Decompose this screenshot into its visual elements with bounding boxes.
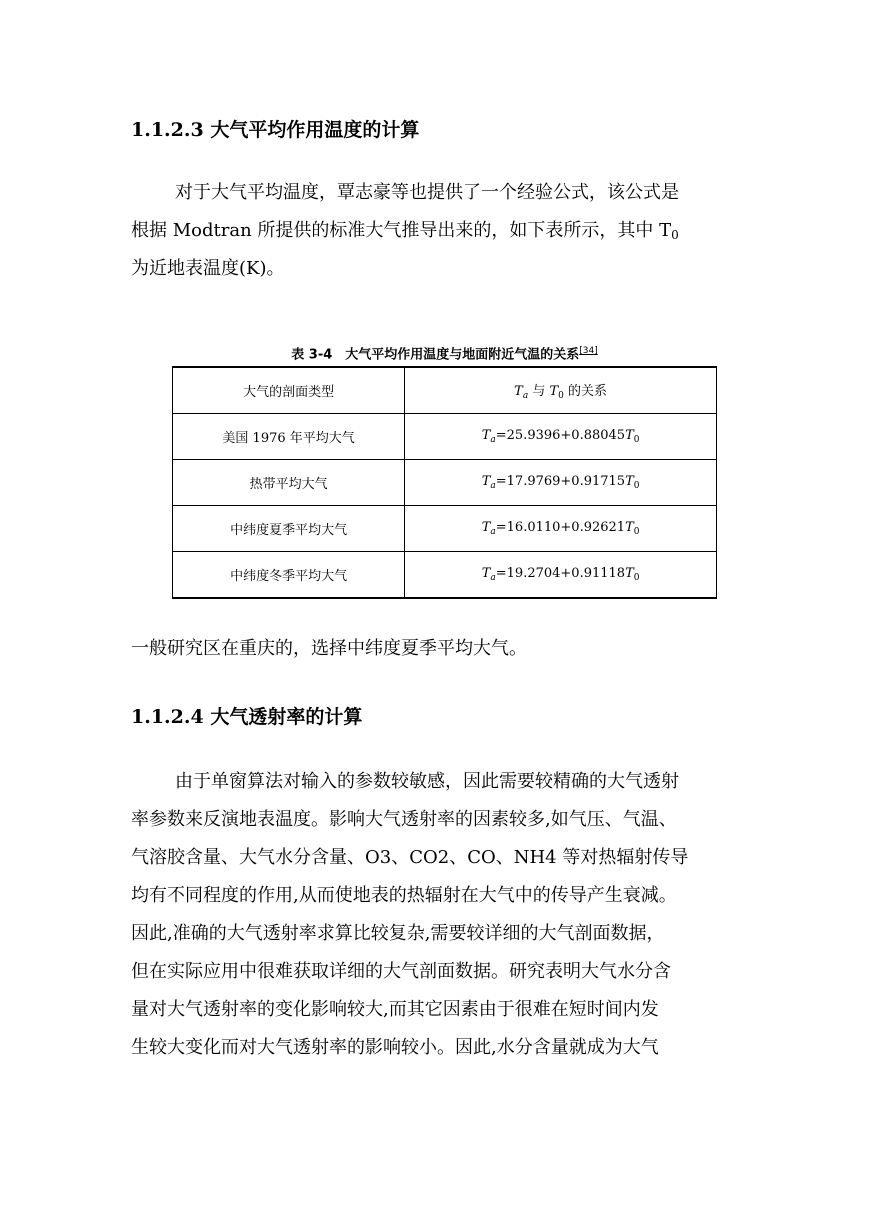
- variable-t: T: [481, 428, 491, 443]
- subscript: a: [522, 391, 529, 401]
- table-header-cell: 大气的剖面类型: [173, 367, 405, 414]
- variable-t: T: [481, 474, 491, 489]
- subscript: 0: [633, 481, 640, 491]
- formula-text: =16.0110+0.92621: [495, 520, 626, 535]
- citation-link[interactable]: [34]: [579, 346, 598, 356]
- table-row: [173, 460, 717, 506]
- variable-t: T: [625, 566, 634, 581]
- subscript: 0: [633, 573, 640, 583]
- paragraph-line: 生较大变化而对大气透射率的影响较小。因此,水分含量就成为大气: [131, 1037, 659, 1058]
- table-header-cell: [405, 367, 717, 414]
- paragraph-line: 量对大气透射率的变化影响较大,而其它因素由于很难在短时间内发: [131, 999, 659, 1020]
- variable-t: T: [549, 384, 559, 399]
- subscript: 0: [671, 228, 679, 242]
- paragraph-atmospheric-transmittance: [131, 763, 743, 1067]
- table-caption-text: 表 3-4 大气平均作用温度与地面附近气温的关系: [291, 347, 580, 363]
- paragraph-line: 气溶胶含量、大气水分含量、O3、CO2、CO、NH4 等对热辐射传导: [131, 847, 689, 868]
- variable-t: T: [481, 520, 491, 535]
- paragraph-line: 均有不同程度的作用,从而使地表的热辐射在大气中的传导产生衰减。: [131, 885, 677, 906]
- paragraph-line-text: 根据 Modtran 所提供的标准大气推导出来的，如下表所示，其中 T: [131, 220, 672, 241]
- subscript: a: [490, 573, 496, 583]
- variable-t: T: [625, 428, 634, 443]
- paragraph-line: 一般研究区在重庆的，选择中纬度夏季平均大气。: [131, 638, 527, 659]
- paragraph-line: 对于大气平均温度，覃志豪等也提供了一个经验公式，该公式是: [175, 182, 679, 203]
- profile-type-cell: 美国 1976 年平均大气: [173, 414, 405, 460]
- subscript: 0: [633, 527, 640, 537]
- paragraph-line: 由于单窗算法对输入的参数较敏感，因此需要较精确的大气透射: [175, 771, 679, 792]
- variable-t: T: [625, 520, 634, 535]
- paragraph-line: [131, 212, 743, 250]
- formula-text: =19.2704+0.91118: [495, 566, 626, 581]
- table-row: [173, 506, 717, 552]
- section-heading-1-1-2-4: 1.1.2.4 大气透射率的计算: [131, 706, 363, 728]
- paragraph-line: 但在实际应用中很难获取详细的大气剖面数据。研究表明大气水分含: [131, 961, 671, 982]
- subscript: a: [490, 481, 496, 491]
- formula-cell: [405, 552, 717, 599]
- table-caption: [172, 342, 717, 364]
- formula-cell: [405, 460, 717, 506]
- formula-text: =25.9396+0.88045: [495, 428, 626, 443]
- section-heading-1-1-2-3: 1.1.2.3 大气平均作用温度的计算: [131, 119, 420, 141]
- paragraph-atmosphere-mean-temperature: [131, 174, 743, 288]
- header-text: 的关系: [563, 384, 608, 399]
- header-text: 与: [528, 384, 550, 399]
- subscript: 0: [558, 391, 564, 401]
- paragraph-line: 为近地表温度(K)。: [131, 258, 285, 279]
- variable-t: T: [514, 384, 523, 399]
- profile-type-cell: 中纬度冬季平均大气: [173, 552, 405, 599]
- subscript: a: [490, 435, 496, 445]
- formula-text: =17.9769+0.91715: [495, 474, 626, 489]
- formula-cell: [405, 414, 717, 460]
- variable-t: T: [625, 474, 634, 489]
- subscript: a: [490, 527, 496, 537]
- paragraph-line: 因此,准确的大气透射率求算比较复杂,需要较详细的大气剖面数据，: [131, 923, 665, 944]
- formula-cell: [405, 506, 717, 552]
- table-row: [173, 414, 717, 460]
- paragraph-research-area: [131, 630, 743, 668]
- profile-type-cell: 中纬度夏季平均大气: [173, 506, 405, 552]
- table-header-row: [173, 367, 717, 414]
- relationship-table: [172, 366, 717, 599]
- table-row: [173, 552, 717, 599]
- paragraph-line: 率参数来反演地表温度。影响大气透射率的因素较多,如气压、气温、: [131, 809, 677, 830]
- subscript: 0: [633, 435, 640, 445]
- variable-t: T: [481, 566, 491, 581]
- profile-type-cell: 热带平均大气: [173, 460, 405, 506]
